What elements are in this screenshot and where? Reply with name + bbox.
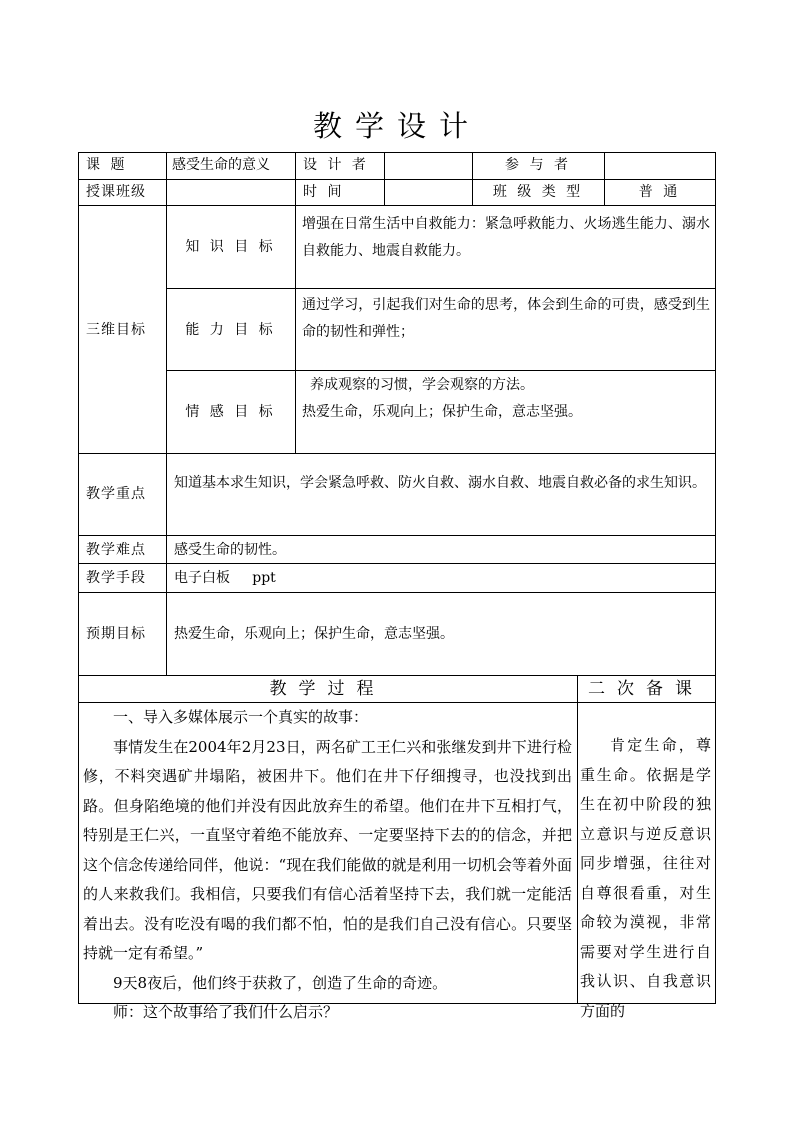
difficulty-text: 感受生命的韧性。 (174, 542, 286, 558)
knowledge-goal-text: 增强在日常生活中自救能力：紧急呼救能力、火场逃生能力、溺水自救能力、地震自救能力。 (302, 216, 710, 259)
expected-label: 预期目标 (86, 626, 146, 642)
process-paragraph: 9天8夜后，他们终于获救了，创造了生命的奇迹。 (113, 973, 448, 992)
prep-notes: 肯定生命，尊重生命。依据是学生在初中阶段的独立意识与逆反意识同步增强，往往对自尊很看重，对生命较为漠视，非常需要对学生进行自我认识、自我意识方面的 (580, 736, 711, 1020)
participant-label: 参 与 者 (505, 157, 571, 173)
process-header: 教学过程 (269, 679, 386, 699)
process-paragraph: 事情发生在2004年2月23日，两名矿工王仁兴和张继发到井下进行检修，不料突遇矿井塌陷，被困井下。他们在井下仔细搜寻，也没找到出路。但身陷绝境的他们并没有因此放弃生的希望。他们在井下互相打气，特别是王仁兴，一直坚守着绝不能放弃、一定要坚持下去的的信念，并把这个信念传递给同伴，他说：“现在我们能做的就是利用一切机会等着外面的人来救我们。我相信，只要我们有信心活着坚持下去，我们就一定能活着出去。没有吃没有喝的我们都不怕，怕的是我们自己没有信心。只要坚持就一定有希望。” (83, 737, 572, 962)
class-label: 授课班级 (86, 184, 146, 200)
class-type-value: 普 通 (638, 184, 681, 200)
goals-section-label: 三维目标 (86, 322, 146, 338)
emotion-goal-line2: 热爱生命，乐观向上；保护生命，意志坚强。 (302, 404, 582, 420)
class-type-label: 班 级 类 型 (492, 184, 584, 200)
means-label: 教学手段 (86, 570, 146, 586)
process-paragraph: 师：这个故事给了我们什么启示？ (113, 1003, 339, 1021)
emotion-goal-line1: 养成观察的习惯，学会观察的方法。 (310, 377, 534, 393)
prep-header: 二次备课 (588, 679, 704, 699)
topic-label: 课 题 (86, 157, 128, 173)
key-point-label: 教学重点 (86, 486, 146, 502)
topic-value: 感受生命的意义 (172, 157, 270, 173)
emotion-goal-label: 情 感 目 标 (185, 404, 276, 420)
ability-goal-label: 能 力 目 标 (185, 322, 276, 338)
time-label: 时 间 (303, 184, 345, 200)
expected-text: 热爱生命，乐观向上；保护生命，意志坚强。 (174, 626, 454, 642)
ability-goal-text: 通过学习，引起我们对生命的思考，体会到生命的可贵，感受到生命的韧性和弹性； (302, 297, 710, 340)
knowledge-goal-label: 知 识 目 标 (185, 239, 276, 255)
process-body (83, 703, 572, 1028)
difficulty-label: 教学难点 (86, 542, 146, 558)
designer-label: 设 计 者 (303, 157, 369, 173)
process-paragraph: 一、导入多媒体展示一个真实的故事： (113, 708, 369, 726)
key-point-text: 知道基本求生知识，学会紧急呼救、防火自救、溺水自救、地震自救必备的求生知识。 (174, 475, 706, 491)
page-title: 教学设计 (312, 109, 481, 143)
means-text: 电子白板 ppt (174, 570, 276, 586)
